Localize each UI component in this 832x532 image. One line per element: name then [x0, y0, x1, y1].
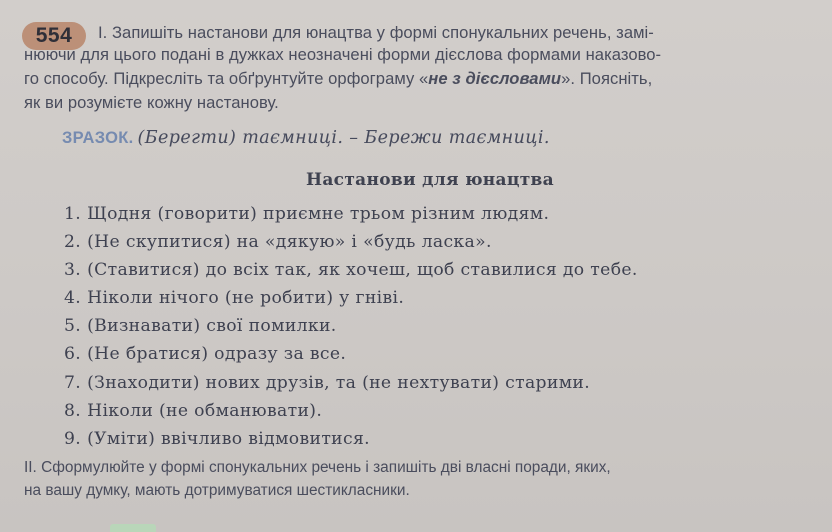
green-paper-edge: [110, 524, 156, 532]
task1-line-3-end: ». Поясніть,: [561, 69, 653, 88]
task1-line-4: як ви розумієте кожну настанову.: [24, 93, 279, 112]
rule-text: (Ставитися) до всіх так, як хочеш, щоб ставилися до тебе.: [87, 260, 638, 281]
rule-text: Ніколи нічого (не робити) у гніві.: [87, 288, 405, 309]
task2-line-2: на вашу думку, мають дотримуватися шестикласники.: [24, 482, 410, 499]
rule-text: (Не братися) одразу за все.: [87, 344, 347, 365]
rules-list: [64, 200, 638, 453]
rule-item: [64, 340, 638, 368]
rule-item: [64, 228, 638, 256]
rule-item: [64, 200, 638, 228]
task1-line-3-start: го способу. Підкресліть та обґрунтуйте орфограму «: [24, 69, 429, 88]
rule-number: 3.: [64, 260, 82, 281]
rule-text: Ніколи (не обманювати).: [87, 400, 323, 421]
rule-text: (Визнавати) свої помилки.: [87, 316, 337, 337]
rule-number: 7.: [64, 372, 82, 393]
exercise-number-badge: 554: [22, 22, 86, 50]
rule-number: 2.: [64, 232, 82, 253]
spelling-rule-emphasis: не з дієсловами: [428, 69, 562, 88]
task2-line-1: II. Сформулюйте у формі спонукальних речень і запишіть дві власні поради, яких,: [24, 459, 611, 476]
task1-line-3: [24, 69, 652, 89]
task1-line-2: нюючи для цього подані в дужках неозначені форми дієслова формами наказово-: [24, 45, 662, 64]
sample-label: ЗРАЗОК.: [62, 129, 134, 147]
rule-item: [64, 312, 638, 340]
rule-number: 8.: [64, 400, 82, 421]
sample-text: (Берегти) таємниці. – Бережи таємниці.: [137, 128, 550, 148]
task1-line-1: I. Запишіть настанови для юнацтва у формі спонукальних речень, замі-: [98, 23, 654, 42]
rule-number: 6.: [64, 344, 82, 365]
rule-item: [64, 397, 638, 425]
rule-text: (Не скупитися) на «дякую» і «будь ласка».: [87, 232, 492, 253]
rule-text: Щодня (говорити) приємне трьом різним людям.: [87, 204, 550, 224]
rule-number: 9.: [64, 428, 82, 449]
rule-item: [64, 284, 638, 312]
rule-item: [64, 256, 638, 284]
sample-example: [62, 128, 550, 148]
rule-item: [64, 425, 638, 453]
rules-heading: Настанови для юнацтва: [305, 170, 554, 190]
rule-item: [64, 369, 638, 397]
rule-number: 5.: [64, 316, 82, 337]
rule-text: (Знаходити) нових друзів, та (не нехтувати) старими.: [87, 372, 591, 393]
rule-number: 4.: [64, 288, 82, 309]
rule-number: 1.: [64, 204, 82, 224]
rule-text: (Уміти) ввічливо відмовитися.: [87, 428, 370, 449]
